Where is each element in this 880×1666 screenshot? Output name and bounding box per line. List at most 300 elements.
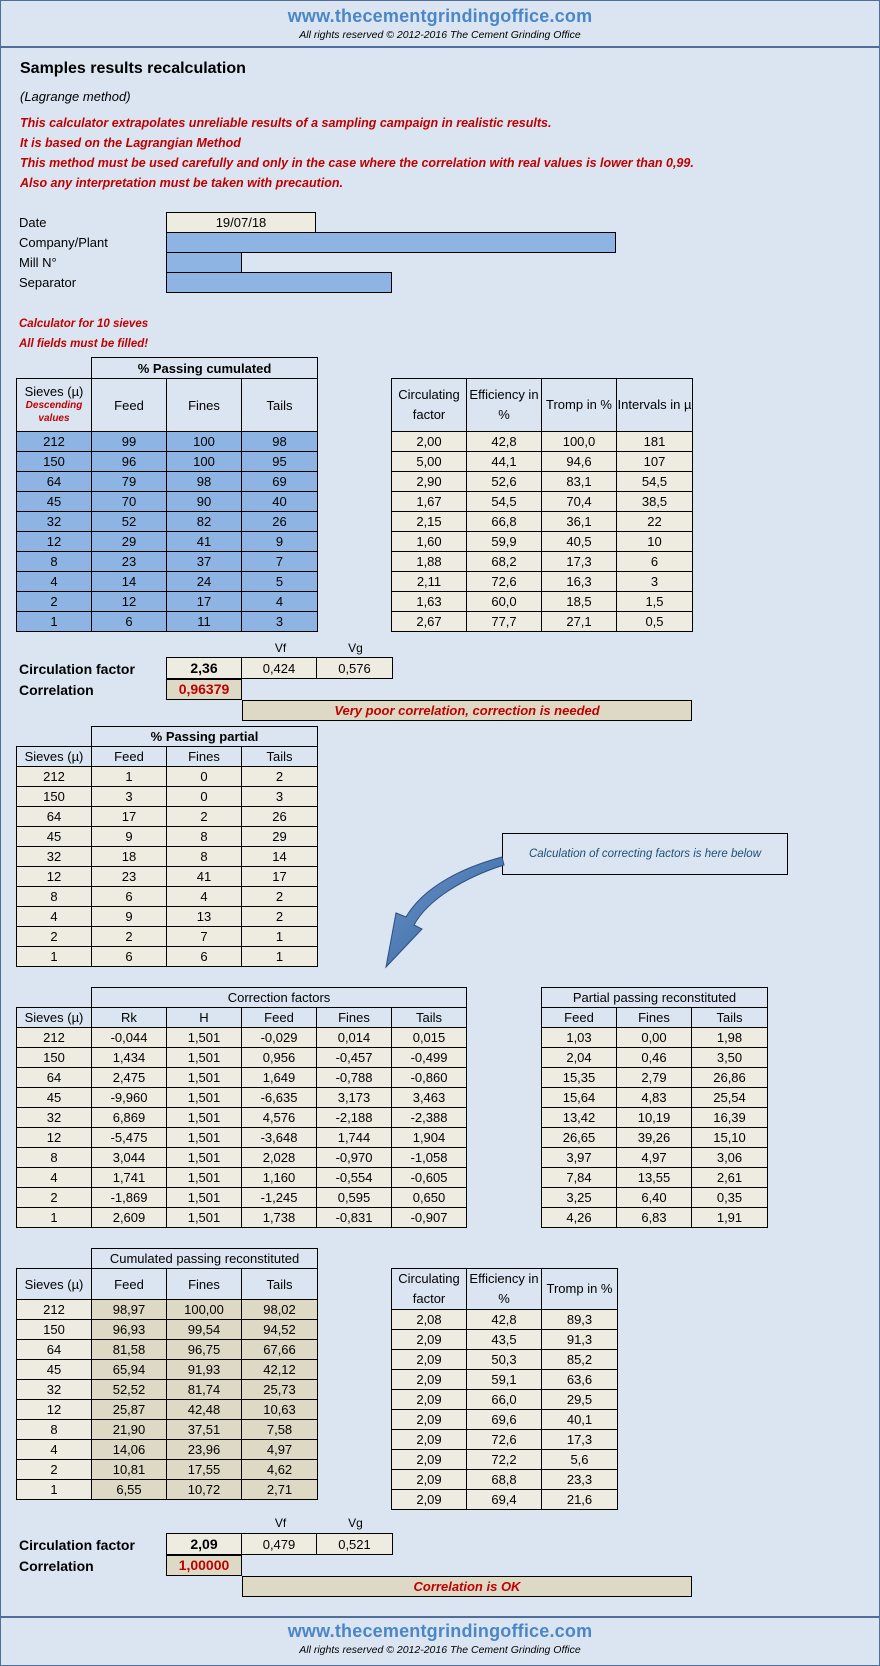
- table-row: [392, 1450, 618, 1470]
- table-cell[interactable]: 12: [92, 592, 167, 612]
- table-cell: 1,91: [692, 1208, 768, 1228]
- table-cell: 89,3: [542, 1310, 618, 1330]
- cumulated-body: [17, 432, 318, 632]
- footer-divider: [0, 1616, 880, 1618]
- partial-recon-body: [542, 1028, 768, 1228]
- tromp-table: [391, 378, 693, 632]
- col-header: Circulating factor: [392, 379, 467, 432]
- table-cell: 4,83: [617, 1088, 692, 1108]
- table-cell: 38,5: [617, 492, 693, 512]
- table-cell: 6,55: [92, 1480, 167, 1500]
- table-cell: 2,00: [392, 432, 467, 452]
- table-cell: 3: [242, 787, 318, 807]
- page-subtitle: (Lagrange method): [20, 89, 131, 104]
- col-header: Intervals in µ: [617, 379, 693, 432]
- circulation-value: 2,09: [167, 1534, 242, 1555]
- table-cell: 21,6: [542, 1490, 618, 1510]
- table-cell: 68,2: [467, 552, 542, 572]
- tromp2-body: [392, 1310, 618, 1510]
- vf-value: 0,479: [242, 1534, 317, 1555]
- table-cell: 42,8: [467, 1310, 542, 1330]
- table-cell: 10,63: [242, 1400, 318, 1420]
- table-cell: 6: [92, 887, 167, 907]
- table-cell: -5,475: [92, 1128, 167, 1148]
- table-cell: 64: [17, 807, 92, 827]
- table-cell[interactable]: 64: [17, 472, 92, 492]
- table-cell: 1,434: [92, 1048, 167, 1068]
- table-cell: 43,5: [467, 1330, 542, 1350]
- table-row: [392, 452, 693, 472]
- table-cell[interactable]: 100: [167, 452, 242, 472]
- table-row: [17, 787, 318, 807]
- table-cell: 40,5: [542, 532, 617, 552]
- company-label: Company/Plant: [19, 235, 108, 250]
- table-row: [17, 512, 318, 532]
- table-row: [542, 1028, 768, 1048]
- table-cell: -2,388: [392, 1108, 467, 1128]
- table-cell: 45: [17, 1360, 92, 1380]
- correlation-label: Correlation: [19, 1558, 94, 1574]
- table-cell: 1,160: [242, 1168, 317, 1188]
- table-cell: 6: [92, 947, 167, 967]
- vf-label: Vf: [274, 1516, 287, 1530]
- col-header: Feed: [92, 747, 167, 767]
- table-cell: 1,501: [167, 1068, 242, 1088]
- col-header: Tails: [242, 747, 318, 767]
- table-row: [392, 1350, 618, 1370]
- table-row: [392, 1430, 618, 1450]
- col-header: Tails: [242, 379, 318, 432]
- table-cell[interactable]: 23: [92, 552, 167, 572]
- table-cell: 2,09: [392, 1350, 467, 1370]
- col-header: Fines: [167, 379, 242, 432]
- table-cell: 15,64: [542, 1088, 617, 1108]
- table-row: [17, 592, 318, 612]
- table-row: [17, 907, 318, 927]
- table-cell[interactable]: 95: [242, 452, 318, 472]
- table-cell: 4,576: [242, 1108, 317, 1128]
- table-cell[interactable]: 79: [92, 472, 167, 492]
- col-header: Feed: [92, 1269, 167, 1300]
- table-cell: 27,1: [542, 612, 617, 632]
- table-row: [392, 1330, 618, 1350]
- table-cell: 39,26: [617, 1128, 692, 1148]
- table-cell: 16,3: [542, 572, 617, 592]
- table-cell: 2: [242, 887, 318, 907]
- description-line: Also any interpretation must be taken with precaution.: [20, 176, 343, 190]
- table-cell[interactable]: 37: [167, 552, 242, 572]
- table-cell: 13,42: [542, 1108, 617, 1128]
- partial-recon-group-header: Partial passing reconstituted: [542, 988, 768, 1008]
- table-cell: -0,970: [317, 1148, 392, 1168]
- table-cell: 212: [17, 767, 92, 787]
- table-cell: 15,35: [542, 1068, 617, 1088]
- cumulated-group-header: % Passing cumulated: [92, 358, 318, 379]
- table-cell: 150: [17, 1048, 92, 1068]
- table-cell: 10,81: [92, 1460, 167, 1480]
- partial-table: [16, 726, 318, 967]
- separator-field[interactable]: [166, 272, 392, 293]
- company-field[interactable]: [166, 232, 616, 253]
- table-row: [392, 512, 693, 532]
- table-cell: 29,5: [542, 1390, 618, 1410]
- table-cell[interactable]: 3: [242, 612, 318, 632]
- table-row: [17, 1400, 318, 1420]
- table-cell: 3,173: [317, 1088, 392, 1108]
- tromp2-table: [391, 1268, 618, 1510]
- table-cell: 2,71: [242, 1480, 318, 1500]
- table-cell: 96,93: [92, 1320, 167, 1340]
- table-cell: 91,3: [542, 1330, 618, 1350]
- note-line: All fields must be filled!: [19, 338, 149, 350]
- table-cell: 69,4: [467, 1490, 542, 1510]
- table-cell: 1,501: [167, 1148, 242, 1168]
- table-cell: 66,0: [467, 1390, 542, 1410]
- table-cell[interactable]: 32: [17, 512, 92, 532]
- table-cell: 3: [617, 572, 693, 592]
- table-cell: 68,8: [467, 1470, 542, 1490]
- table-cell[interactable]: 150: [17, 452, 92, 472]
- table-cell[interactable]: 40: [242, 492, 318, 512]
- vg-label: Vg: [348, 641, 363, 655]
- table-cell: 25,87: [92, 1400, 167, 1420]
- table-row: [17, 887, 318, 907]
- table-cell: 4,62: [242, 1460, 318, 1480]
- footer-rights: All rights reserved © 2012-2016 The Cement Grinding Office: [299, 1644, 581, 1656]
- table-cell: 54,5: [467, 492, 542, 512]
- table-cell: 77,7: [467, 612, 542, 632]
- table-cell: 2,609: [92, 1208, 167, 1228]
- table-cell: 98,97: [92, 1300, 167, 1320]
- table-row: [392, 1310, 618, 1330]
- table-cell: 2,90: [392, 472, 467, 492]
- table-cell: 54,5: [617, 472, 693, 492]
- table-cell[interactable]: 90: [167, 492, 242, 512]
- table-cell: 52,6: [467, 472, 542, 492]
- table-cell[interactable]: 6: [92, 612, 167, 632]
- table-cell: 4,26: [542, 1208, 617, 1228]
- table-row: [17, 1460, 318, 1480]
- table-cell: 70,4: [542, 492, 617, 512]
- table-cell: 50,3: [467, 1350, 542, 1370]
- table-cell[interactable]: 8: [17, 552, 92, 572]
- table-row: [17, 472, 318, 492]
- table-cell: 14: [242, 847, 318, 867]
- table-cell: 0,650: [392, 1188, 467, 1208]
- table-row: [542, 1148, 768, 1168]
- table-cell: 1,501: [167, 1188, 242, 1208]
- table-row: [17, 1480, 318, 1500]
- table-cell: 23,96: [167, 1440, 242, 1460]
- vg-label: Vg: [348, 1516, 363, 1530]
- table-cell: 18: [92, 847, 167, 867]
- cum-recon-body: [17, 1300, 318, 1500]
- circulation-value: 2,36: [167, 658, 242, 679]
- table-cell: 64: [17, 1068, 92, 1088]
- table-cell: 26,65: [542, 1128, 617, 1148]
- correlation-message: Correlation is OK: [242, 1576, 692, 1597]
- table-cell: -0,029: [242, 1028, 317, 1048]
- table-cell: 63,6: [542, 1370, 618, 1390]
- table-cell: 1,904: [392, 1128, 467, 1148]
- table-cell[interactable]: 82: [167, 512, 242, 532]
- table-row: [392, 1390, 618, 1410]
- partial-group-header: % Passing partial: [92, 727, 318, 747]
- table-cell[interactable]: 45: [17, 492, 92, 512]
- table-cell: 16,39: [692, 1108, 768, 1128]
- footer: [0, 1621, 880, 1656]
- table-cell: 12: [17, 867, 92, 887]
- sieve-header: [17, 379, 92, 432]
- table-cell[interactable]: 41: [167, 532, 242, 552]
- table-cell: 14,06: [92, 1440, 167, 1460]
- table-cell[interactable]: 212: [17, 432, 92, 452]
- col-header: Fines: [167, 1269, 242, 1300]
- table-row: [392, 592, 693, 612]
- table-row: [17, 432, 318, 452]
- table-cell: 0,5: [617, 612, 693, 632]
- col-header: Rk: [92, 1008, 167, 1028]
- table-cell: 0,956: [242, 1048, 317, 1068]
- table-cell: 25,73: [242, 1380, 318, 1400]
- table-cell[interactable]: 98: [242, 432, 318, 452]
- table-cell: -1,869: [92, 1188, 167, 1208]
- table-cell[interactable]: 14: [92, 572, 167, 592]
- table-cell: 0,015: [392, 1028, 467, 1048]
- table-cell: 42,8: [467, 432, 542, 452]
- table-cell: 7,58: [242, 1420, 318, 1440]
- table-cell[interactable]: 12: [17, 532, 92, 552]
- table-cell: 1,501: [167, 1048, 242, 1068]
- table-cell: 2: [17, 1460, 92, 1480]
- sieve-header-label: Sieves (µ): [24, 384, 84, 399]
- table-row: [392, 1470, 618, 1490]
- mill-label: Mill N°: [19, 255, 57, 270]
- table-cell: 2: [17, 927, 92, 947]
- table-cell: 8: [17, 887, 92, 907]
- table-cell: 2,475: [92, 1068, 167, 1088]
- table-row: [17, 1108, 467, 1128]
- table-row: [392, 1490, 618, 1510]
- table-row: [17, 867, 318, 887]
- empty-cell: [17, 358, 92, 379]
- table-row: [17, 767, 318, 787]
- table-cell: 4,97: [242, 1440, 318, 1460]
- table-cell: 42,48: [167, 1400, 242, 1420]
- table-cell: 3,06: [692, 1148, 768, 1168]
- table-cell: 23: [92, 867, 167, 887]
- table-row: [392, 472, 693, 492]
- table-cell[interactable]: 17: [167, 592, 242, 612]
- table-cell: -0,860: [392, 1068, 467, 1088]
- table-cell: 2,09: [392, 1430, 467, 1450]
- table-cell: 29: [242, 827, 318, 847]
- table-cell: 42,12: [242, 1360, 318, 1380]
- table-cell: 4: [167, 887, 242, 907]
- table-row: [17, 1380, 318, 1400]
- table-cell: 22: [617, 512, 693, 532]
- table-cell: 26,86: [692, 1068, 768, 1088]
- vf-label: Vf: [274, 641, 287, 655]
- table-cell: 6,869: [92, 1108, 167, 1128]
- table-cell[interactable]: 4: [242, 592, 318, 612]
- table-cell[interactable]: 29: [92, 532, 167, 552]
- col-header: Feed: [242, 1008, 317, 1028]
- table-cell: 3,044: [92, 1148, 167, 1168]
- table-cell: 2: [242, 907, 318, 927]
- table-row: [392, 492, 693, 512]
- table-cell: 107: [617, 452, 693, 472]
- table-row: [17, 552, 318, 572]
- table-row: [17, 1360, 318, 1380]
- table-row: [542, 1108, 768, 1128]
- table-cell: 72,6: [467, 1430, 542, 1450]
- table-cell: 0: [167, 767, 242, 787]
- table-cell[interactable]: 98: [167, 472, 242, 492]
- table-cell: 12: [17, 1128, 92, 1148]
- partial-body: [17, 767, 318, 967]
- table-cell: 67,66: [242, 1340, 318, 1360]
- mill-field[interactable]: [166, 252, 242, 273]
- arrow-icon: [370, 855, 510, 973]
- circulation-row: [166, 657, 393, 679]
- table-cell: 65,94: [92, 1360, 167, 1380]
- table-cell: -1,245: [242, 1188, 317, 1208]
- table-cell: 212: [17, 1028, 92, 1048]
- table-cell: 1,501: [167, 1028, 242, 1048]
- table-cell: 72,2: [467, 1450, 542, 1470]
- separator-label: Separator: [19, 275, 77, 290]
- col-header: H: [167, 1008, 242, 1028]
- table-cell: 100,0: [542, 432, 617, 452]
- table-cell[interactable]: 11: [167, 612, 242, 632]
- table-cell[interactable]: 52: [92, 512, 167, 532]
- table-cell: 45: [17, 827, 92, 847]
- table-row: [392, 552, 693, 572]
- table-row: [17, 1320, 318, 1340]
- table-cell: 60,0: [467, 592, 542, 612]
- table-cell: 91,93: [167, 1360, 242, 1380]
- circulation-label: Circulation factor: [19, 1537, 135, 1553]
- description: [20, 113, 870, 193]
- table-cell: 44,1: [467, 452, 542, 472]
- circulation-label: Circulation factor: [19, 661, 135, 677]
- table-cell: 5,6: [542, 1450, 618, 1470]
- table-cell: 25,54: [692, 1088, 768, 1108]
- table-cell: 94,6: [542, 452, 617, 472]
- table-cell[interactable]: 9: [242, 532, 318, 552]
- table-cell[interactable]: 99: [92, 432, 167, 452]
- table-row: [17, 1048, 467, 1068]
- table-cell[interactable]: 2: [17, 592, 92, 612]
- table-cell: -0,788: [317, 1068, 392, 1088]
- table-cell: 1: [17, 1480, 92, 1500]
- table-cell: -0,554: [317, 1168, 392, 1188]
- table-cell: 6: [167, 947, 242, 967]
- table-cell: 18,5: [542, 592, 617, 612]
- table-cell: 4: [17, 1440, 92, 1460]
- table-cell: 2,09: [392, 1390, 467, 1410]
- table-cell: 2,67: [392, 612, 467, 632]
- table-cell: -2,188: [317, 1108, 392, 1128]
- header: [0, 6, 880, 41]
- note-line: Calculator for 10 sieves: [19, 318, 149, 330]
- table-cell[interactable]: 1: [17, 612, 92, 632]
- table-row: [17, 1148, 467, 1168]
- table-cell: 1: [92, 767, 167, 787]
- table-cell: 2: [92, 927, 167, 947]
- table-cell: 6,40: [617, 1188, 692, 1208]
- table-cell[interactable]: 69: [242, 472, 318, 492]
- header-divider: [0, 46, 880, 48]
- vg-value: 0,576: [317, 658, 393, 679]
- date-field[interactable]: 19/07/18: [166, 212, 316, 233]
- sieve-header: Sieves (µ): [17, 1008, 92, 1028]
- table-cell: 17,3: [542, 552, 617, 572]
- table-cell: 2,09: [392, 1330, 467, 1350]
- table-cell: 15,10: [692, 1128, 768, 1148]
- footer-site-link[interactable]: www.thecementgrindingoffice.com: [287, 1621, 593, 1641]
- col-header: Fines: [167, 747, 242, 767]
- table-cell: 2,79: [617, 1068, 692, 1088]
- table-cell: 10: [617, 532, 693, 552]
- table-cell: 1,744: [317, 1128, 392, 1148]
- table-row: [542, 1208, 768, 1228]
- table-cell: 1: [242, 927, 318, 947]
- col-header: Tails: [692, 1008, 768, 1028]
- table-cell: 23,3: [542, 1470, 618, 1490]
- table-cell: 59,1: [467, 1370, 542, 1390]
- correlation-message: Very poor correlation, correction is needed: [242, 700, 692, 721]
- table-cell: 17: [242, 867, 318, 887]
- table-cell: 1,60: [392, 532, 467, 552]
- table-cell: 1,501: [167, 1108, 242, 1128]
- table-cell: 1: [242, 947, 318, 967]
- table-cell: 98,02: [242, 1300, 318, 1320]
- table-cell[interactable]: 4: [17, 572, 92, 592]
- table-cell: 4,97: [617, 1148, 692, 1168]
- table-cell[interactable]: 26: [242, 512, 318, 532]
- table-row: [542, 1068, 768, 1088]
- cumulated-table: [16, 357, 318, 632]
- table-cell: 8: [167, 847, 242, 867]
- table-cell: 99,54: [167, 1320, 242, 1340]
- circulation-row: [166, 1533, 393, 1555]
- empty-cell: [17, 988, 92, 1008]
- table-cell[interactable]: 100: [167, 432, 242, 452]
- table-cell: 32: [17, 1108, 92, 1128]
- table-cell: 5,00: [392, 452, 467, 472]
- table-cell[interactable]: 70: [92, 492, 167, 512]
- table-cell[interactable]: 24: [167, 572, 242, 592]
- header-site-link[interactable]: www.thecementgrindingoffice.com: [287, 6, 593, 26]
- table-cell[interactable]: 5: [242, 572, 318, 592]
- table-cell[interactable]: 7: [242, 552, 318, 572]
- col-header: Feed: [92, 379, 167, 432]
- table-cell: -0,831: [317, 1208, 392, 1228]
- table-cell[interactable]: 96: [92, 452, 167, 472]
- table-cell: -0,499: [392, 1048, 467, 1068]
- table-row: [542, 1088, 768, 1108]
- table-row: [17, 1208, 467, 1228]
- table-cell: -1,058: [392, 1148, 467, 1168]
- table-row: [542, 1128, 768, 1148]
- table-cell: 2,09: [392, 1470, 467, 1490]
- table-cell: 8: [167, 827, 242, 847]
- col-header: Tromp in %: [542, 1269, 618, 1310]
- notes: [19, 314, 148, 354]
- table-cell: 2,15: [392, 512, 467, 532]
